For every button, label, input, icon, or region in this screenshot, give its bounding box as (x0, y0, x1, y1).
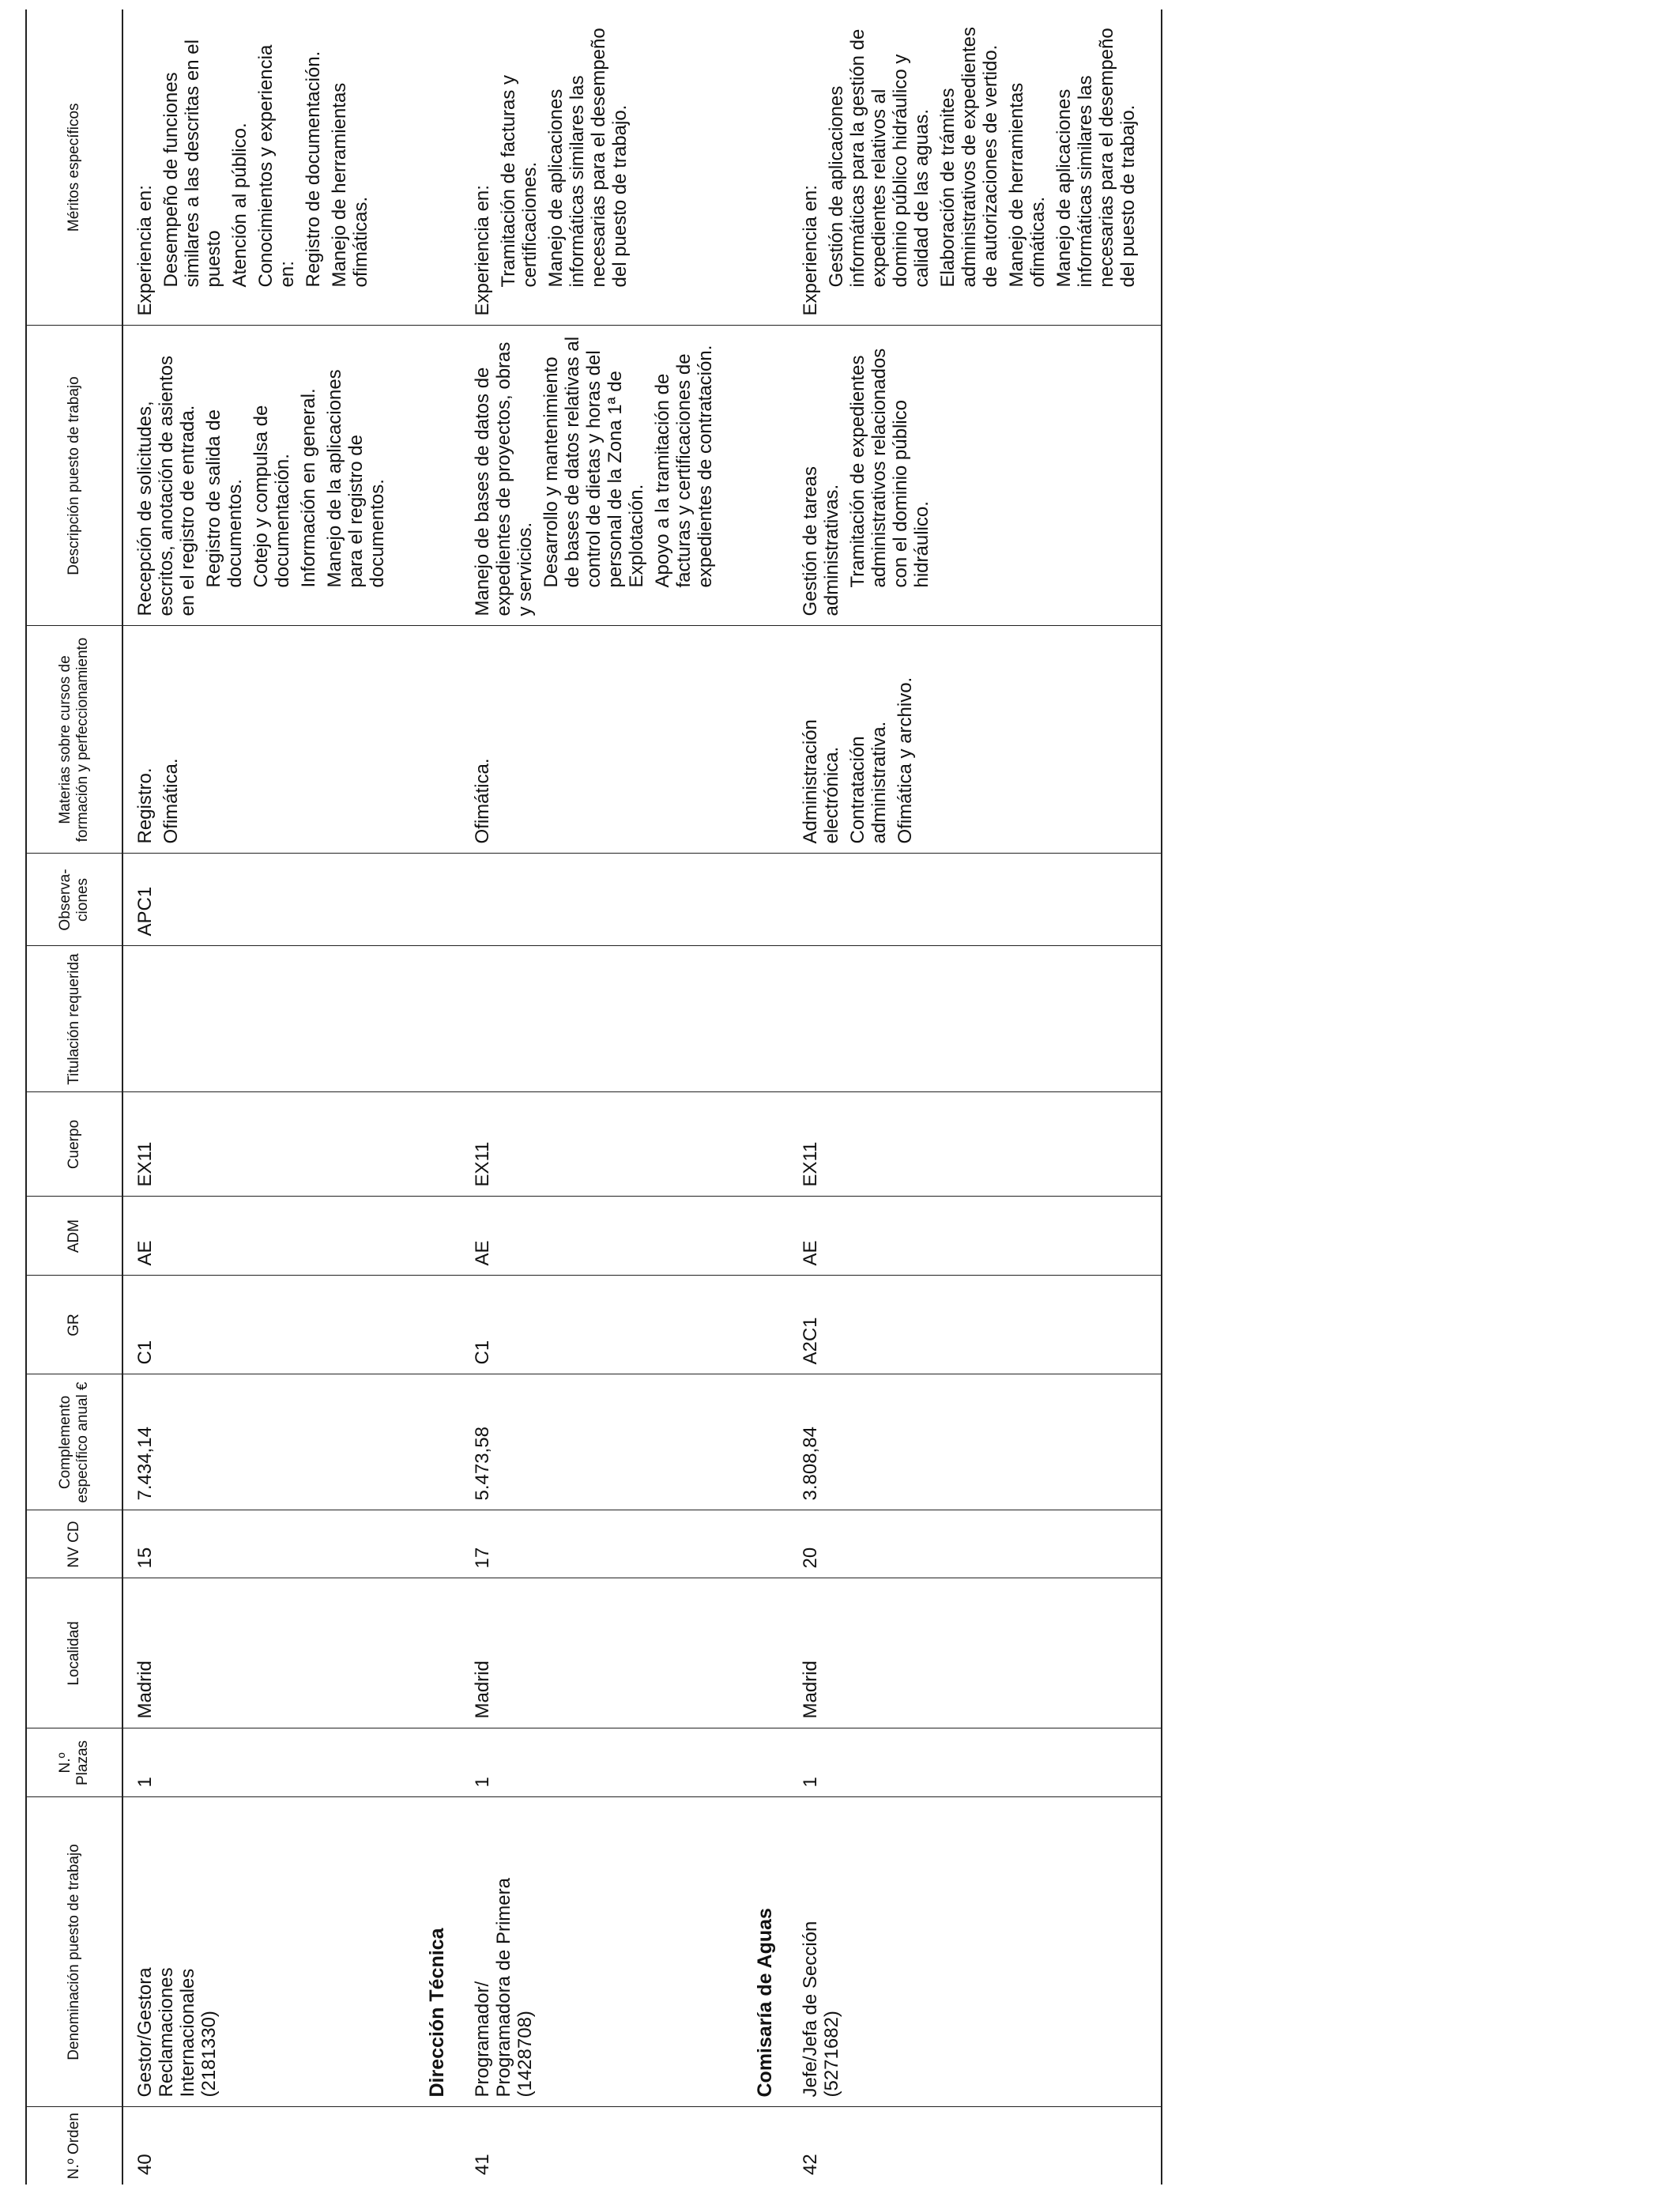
section-title-comisaria: Comisaría de Aguas (753, 1908, 776, 2098)
cell-meritos: Experiencia en: Desempeño de funciones similares a las descritas en el puesto Atención al público. Conocimientos y experiencia en: Registro de documentación. Manejo de herramientas ofimáticas. (122, 9, 410, 326)
cell-observaciones: APC1 (122, 854, 410, 946)
cell-meritos: Experiencia en: Gestión de aplicaciones informáticas para la gestión de expedientes relativos al dominio público hidráulico y calidad de las aguas. Elaboración de trámites administrativos de expedientes de autorizaciones de vertido. Manejo de herramientas ofimáticas. Manejo de aplicaciones informáticas similares las necesarias para el desempeño del puesto de trabajo. (789, 9, 1162, 326)
section-row (410, 9, 461, 2185)
cell-orden: 40 (134, 2154, 156, 2175)
table-row (122, 9, 410, 2185)
header-denominacion: Denominación puesto de trabajo (26, 1797, 122, 2107)
cell-titulacion (461, 946, 738, 1092)
cell-materias: Ofimática. (461, 626, 738, 854)
cell-denominacion: Programador/ Programadora de Primera (1428708) (461, 1797, 738, 2107)
section-row (738, 9, 789, 2185)
header-materias: Materias sobre cursos de formación y perfeccionamiento (26, 626, 122, 854)
cell-cuerpo: EX11 (789, 1092, 1162, 1197)
cell-adm: AE (122, 1197, 410, 1276)
cell-adm: AE (461, 1197, 738, 1276)
header-observaciones: Observa- ciones (26, 854, 122, 946)
cell-plazas: 1 (789, 1728, 1162, 1797)
header-nv-cd: NV CD (26, 1510, 122, 1578)
cell-materias: Registro. Ofimática. (122, 626, 410, 854)
cell-localidad: Madrid (122, 1578, 410, 1728)
cell-descripcion: Gestión de tareas administrativas. Tramitación de expedientes administrativos relacionados con el dominio público hidráulico. (789, 326, 1162, 626)
cell-complemento: 7.434,14 (122, 1374, 410, 1510)
job-positions-table (25, 9, 1162, 2185)
cell-titulacion (789, 946, 1162, 1092)
cell-complemento: 3.808,84 (789, 1374, 1162, 1510)
section-title-direccion: Dirección Técnica (425, 1928, 448, 2098)
table-row (789, 9, 1162, 2185)
header-descripcion: Descripción puesto de trabajo (26, 326, 122, 626)
cell-cuerpo: EX11 (461, 1092, 738, 1197)
header-plazas: N.º Plazas (26, 1728, 122, 1797)
cell-descripcion: Recepción de solicitudes, escritos, anotación de asientos en el registro de entrada. Registro de salida de documentos. Cotejo y compulsa de documentación. Información en general. Manejo de la aplicaciones para el registro de documentos. (122, 326, 410, 626)
header-cuerpo: Cuerpo (26, 1092, 122, 1197)
cell-observaciones (789, 854, 1162, 946)
cell-titulacion (122, 946, 410, 1092)
cell-meritos: Experiencia en: Tramitación de facturas y certificaciones. Manejo de aplicaciones informáticas similares las necesarias para el desempeño del puesto de trabajo. (461, 9, 738, 326)
cell-plazas: 1 (461, 1728, 738, 1797)
cell-plazas: 1 (122, 1728, 410, 1797)
cell-observaciones (461, 854, 738, 946)
header-adm: ADM (26, 1197, 122, 1276)
header-localidad: Localidad (26, 1578, 122, 1728)
cell-denominacion: Jefe/Jefa de Sección (5271682) (789, 1797, 1162, 2107)
cell-denominacion: Gestor/Gestora Reclamaciones Internacionales (2181330) (122, 1797, 410, 2107)
cell-complemento: 5.473,58 (461, 1374, 738, 1510)
cell-nv-cd: 15 (122, 1510, 410, 1578)
cell-descripcion: Manejo de bases de datos de expedientes de proyectos, obras y servicios. Desarrollo y mantenimiento de bases de datos relativas al control de dietas y horas del personal de la Zona 1ª de Explotación. Apoyo a la tramitación de facturas y certificaciones de expedientes de contratación. (461, 326, 738, 626)
header-titulacion: Titulación requerida (26, 946, 122, 1092)
header-row (26, 9, 122, 2185)
header-gr: GR (26, 1276, 122, 1374)
cell-orden: 42 (789, 2107, 1162, 2185)
cell-materias: Administración electrónica. Contratación administrativa. Ofimática y archivo. (789, 626, 1162, 854)
cell-adm: AE (789, 1197, 1162, 1276)
cell-gr: C1 (122, 1276, 410, 1374)
header-orden: N.º Orden (26, 2107, 122, 2185)
cell-orden: 41 (472, 2154, 493, 2175)
table-row (461, 9, 738, 2185)
cell-gr: A2C1 (789, 1276, 1162, 1374)
cell-nv-cd: 20 (789, 1510, 1162, 1578)
cell-localidad: Madrid (461, 1578, 738, 1728)
cell-localidad: Madrid (789, 1578, 1162, 1728)
cell-nv-cd: 17 (461, 1510, 738, 1578)
header-meritos: Méritos específicos (26, 9, 122, 326)
cell-cuerpo: EX11 (122, 1092, 410, 1197)
header-complemento: Complemento específico anual € (26, 1374, 122, 1510)
cell-gr: C1 (461, 1276, 738, 1374)
